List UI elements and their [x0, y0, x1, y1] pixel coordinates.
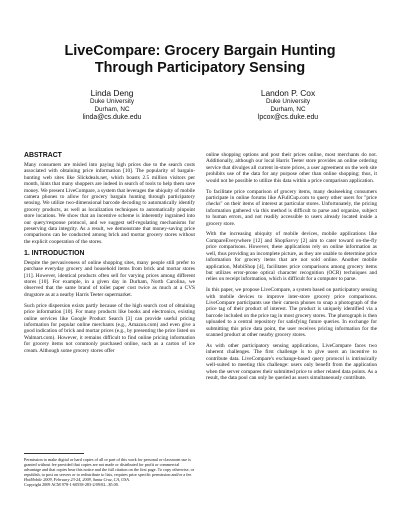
author-2	[200, 88, 376, 122]
intro-paragraph-1: Despite the pervasiveness of online shopping sites, many people still prefer to purchase everyday grocery and household items from brick and mortar stores [11]. However, identical products often sell for varying prices among different stores [10]. For example, in a given day in Durham, North Carolina, we observed that the same brand of toilet paper cost twice as much at a CVS drugstore as at a nearby Harris Teeter supermarket.	[24, 259, 195, 298]
author-name: Landon P. Cox	[260, 88, 316, 98]
title-line-1: LiveCompare: Grocery Bargain Hunting	[64, 43, 336, 59]
author-email: lpcox@cs.duke.edu	[257, 114, 319, 121]
paper-title	[0, 43, 400, 77]
permission-notice: Permission to make digital or hard copies of all or part of this work for personal or classroom use is granted without fee provided that copies are not made or distributed for profit or commercial advantage and that copies bear this notice and the full citation on the first page. To copy otherwise, or republish, to post on servers or to redistribute to lists, requires prior specific permission and/or a fee.	[24, 457, 195, 477]
introduction-heading: 1. INTRODUCTION	[24, 249, 85, 257]
author-location: Durham, NC	[270, 106, 306, 113]
body-paragraph-3: With the increasing ubiquity of mobile devices, mobile applications like CompareEverywhere [12] and ShopSavvy [2] aim to cater toward on-the-fly price comparisons. However, these applications rely on online information as well, thus providing an incomplete picture, as they are unable to determine price information for grocery items that are not sold online. Another mobile application, MobiShop [4], facilitates price comparisons among grocery items but utilizes error-prone optical character recognition (OCR) techniques and relies on receipt information, which is difficult for a computer to parse.	[206, 231, 377, 283]
author-1	[24, 88, 200, 122]
author-affiliation: Duke University	[265, 98, 311, 105]
body-paragraph-1: online shopping options and post their prices online, most merchants do not. Additionally, although our local Harris Teeter store provides an online ordering service that divulges all current in-store prices, a user agreement on the web site prohibits use of the data for any purpose other than online shopping; thus, it would not be possible to utilize this data within a price comparison application.	[206, 152, 377, 184]
copyright-line: Copyright 2009 ACM 978-1-60558-283-2/09/02...$5.00.	[24, 482, 119, 487]
author-email: linda@cs.duke.edu	[82, 114, 142, 121]
author-name: Linda Deng	[90, 88, 134, 98]
body-paragraph-4: In this paper, we propose LiveCompare, a system based on participatory sensing with mobile devices to improve inter-store grocery price comparisons. LiveCompare participants use their camera phones to snap a photograph of the price tag of their product of interest. The product is uniquely identified via a barcode included on the price tag in most grocery stores. The photograph is then uploaded to a central repository for satisfying future queries. In exchange for submitting this price data point, the user receives pricing information for the scanned product at other nearby grocery stores.	[206, 287, 377, 339]
copyright-footnote	[24, 453, 195, 487]
body-paragraph-5: As with other participatory sensing applications, LiveCompare faces two inherent challenges. The first challenge is to give users an incentive to contribute data. LiveCompare's exchange-based query protocol is intrinsically well-suited to meeting this challenge: users only benefit from the application when the server compares their submitted price to other related data points. As a result, the data pool can only be queried as users simultaneously contribute.	[206, 342, 377, 381]
title-line-2: Through Participatory Sensing	[94, 60, 306, 76]
left-column	[24, 152, 195, 358]
author-location: Durham, NC	[94, 106, 130, 113]
author-affiliation: Duke University	[89, 98, 135, 105]
author-block	[24, 88, 376, 124]
body-paragraph-2: To facilitate price comparison of grocery items, many dealseeking consumers participate in online forums like AFullCup.com to query other users for "price checks" on their items of interest at particular stores. Unfortunately, the pricing information gathered via this method is difficult to parse and organize, subject to human errors, and not readily accessible to users already located inside a grocery store.	[206, 188, 377, 227]
conference-line: HotMobile 2009, February 23-24, 2009, Santa Cruz, CA, USA.	[24, 477, 130, 482]
abstract-heading: ABSTRACT	[24, 152, 62, 159]
right-column	[206, 152, 377, 386]
intro-paragraph-2: Such price dispersion exists partly because of the high search cost of obtaining price information [10]. For many products like books and electronics, existing online services like Google Product Search [3] can provide useful pricing information for popular online merchants (e.g., Amazon.com) and even give a good indication of brick and mortar prices (e.g., by presenting the price listed on Walmart.com). However, it remains difficult to find online pricing information for grocery items not commonly purchased online, such as a carton of ice cream. Although some grocery stores offer	[24, 302, 195, 354]
abstract-paragraph: Many consumers are misled into paying high prices due to the search costs associated with obtaining price information [10]. The popularity of bargain-hunting web sites like Slickdeals.net, which boasts 2.5 million visitors per month, hints that many shoppers are indeed in search of tools to help them save money. We present LiveCompare, a system that leverages the ubiquity of mobile camera phones to allow for grocery bargain hunting through participatory sensing. We utilize two-dimensional barcode decoding to automatically identify grocery products, as well as localization techniques to automatically pinpoint store locations. We show that an incentive scheme is inherently ingrained into our query/response protocol, and we suggest self-regulating mechanisms for preserving data integrity. As a result, we demonstrate that money-saving price comparisons can be conducted among brick and mortar grocery stores without the explicit cooperation of the stores.	[24, 162, 195, 245]
footnote-rule	[24, 453, 84, 454]
